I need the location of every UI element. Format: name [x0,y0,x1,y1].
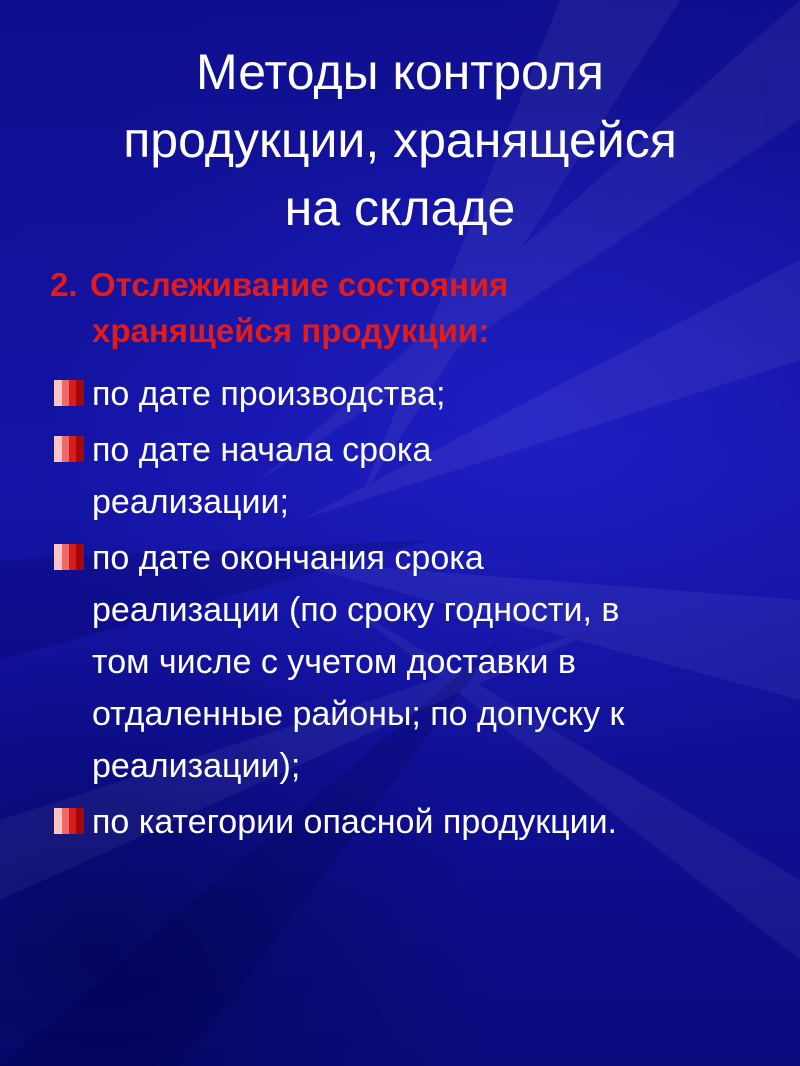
list-item-line: реализации; [92,483,289,521]
list-item-line: по дате производства; [92,375,446,413]
list-item-line: по дате начала срока [92,431,432,469]
bullet-list [54,368,754,852]
title-line: на складе [284,180,516,236]
slide-title [40,38,760,242]
list-item [54,796,754,848]
list-item-line: том числе с учетом доставки в [92,643,576,681]
red-gradient-square-bullet-icon [54,808,84,834]
list-item [54,424,754,528]
list-item-line: реализации (по сроку годности, в [92,591,620,629]
title-line: Методы контроля [196,44,604,100]
section-heading [50,262,750,354]
list-item-line: отдаленные районы; по допуску к [92,695,625,733]
section-number: 2. [50,266,78,303]
red-gradient-square-bullet-icon [54,544,84,570]
list-item [54,532,754,792]
section-heading-line: хранящейся продукции: [92,312,490,349]
list-item-line: по дате окончания срока [92,539,484,577]
red-gradient-square-bullet-icon [54,436,84,462]
list-item-line: по категории опасной продукции. [92,803,618,841]
list-item [54,368,754,420]
section-heading-line: Отслеживание состояния [90,266,509,303]
title-line: продукции, хранящейся [123,112,677,168]
red-gradient-square-bullet-icon [54,380,84,406]
list-item-line: реализации); [92,747,301,785]
